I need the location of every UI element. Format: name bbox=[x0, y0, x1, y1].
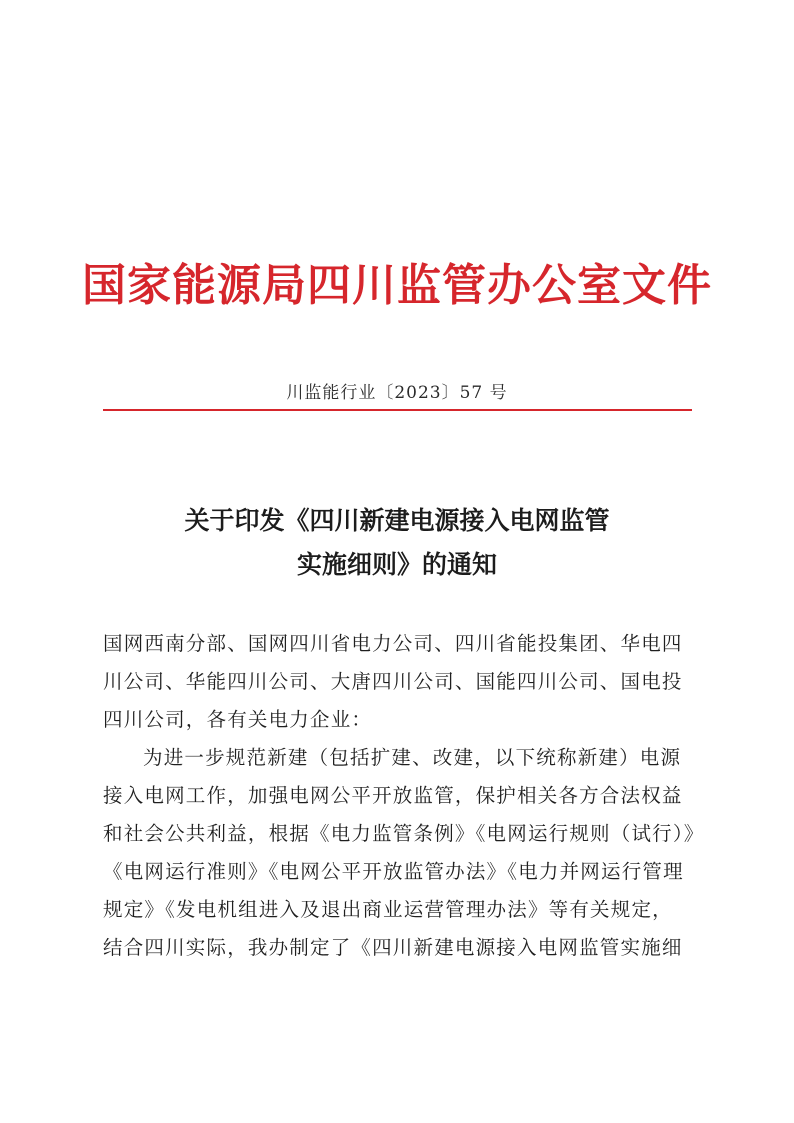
issuer-header: 国家能源局四川监管办公室文件 bbox=[82, 260, 712, 311]
body-line-3: 和社会公共利益，根据《电力监管条例》《电网运行规则（试行）》 bbox=[103, 822, 705, 845]
recipients-line-3: 四川公司，各有关电力企业： bbox=[103, 708, 373, 731]
document-number: 川监能行业〔2023〕57 号 bbox=[286, 383, 508, 403]
document-title bbox=[0, 499, 794, 587]
title-line-2: 实施细则》的通知 bbox=[296, 550, 497, 579]
body-line-6: 结合四川实际，我办制定了《四川新建电源接入电网监管实施细 bbox=[103, 936, 683, 959]
body-line-1: 为进一步规范新建（包括扩建、改建，以下统称新建）电源 bbox=[143, 746, 682, 769]
body-line-4: 《电网运行准则》《电网公平开放监管办法》《电力并网运行管理 bbox=[103, 860, 684, 883]
recipients-line-2: 川公司、华能四川公司、大唐四川公司、国能四川公司、国电投 bbox=[103, 670, 683, 693]
document-body bbox=[103, 625, 705, 967]
body-line-2: 接入电网工作，加强电网公平开放监管，保护相关各方合法权益 bbox=[103, 784, 683, 807]
title-line-1: 关于印发《四川新建电源接入电网监管 bbox=[184, 506, 610, 535]
red-divider-line bbox=[103, 409, 692, 411]
body-line-5: 规定》《发电机组进入及退出商业运营管理办法》等有关规定， bbox=[103, 898, 673, 921]
recipients-line-1: 国网西南分部、国网四川省电力公司、四川省能投集团、华电四 bbox=[103, 632, 683, 655]
